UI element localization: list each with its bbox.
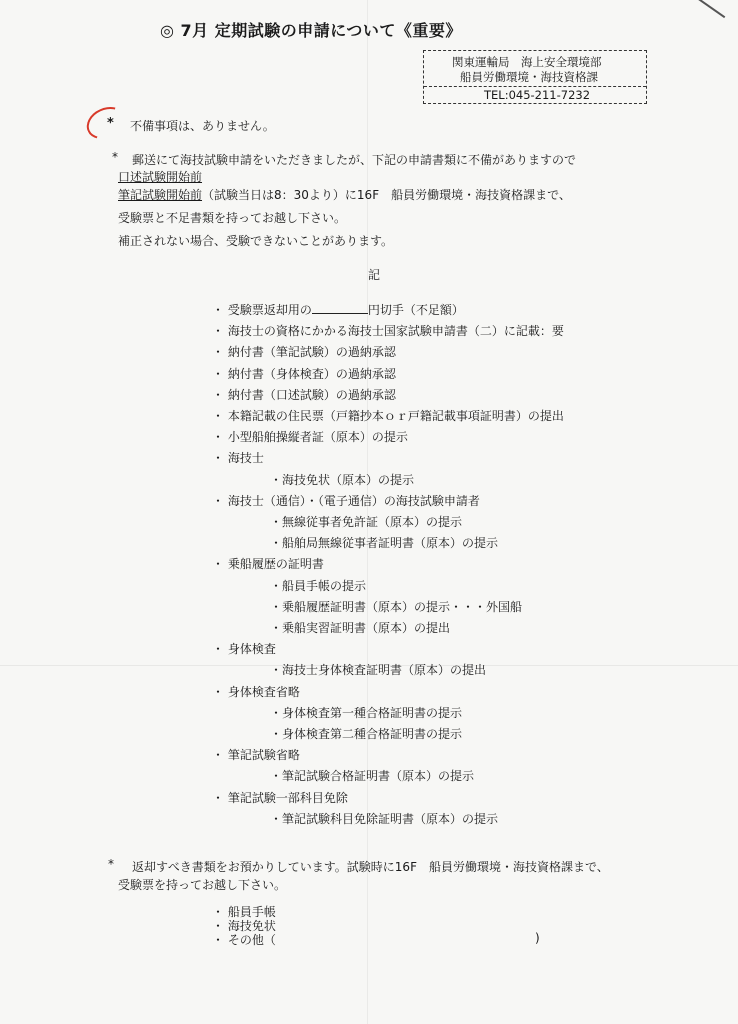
list-item	[212, 449, 264, 466]
notice-3-line-1: 返却すべき書類をお預かりしています。試験時に16F 船員労働環境・海技資格課まで、	[132, 860, 609, 874]
list-item-text: ・無線従事者免許証（原本）の提示	[270, 515, 463, 529]
scratch-mark	[695, 0, 726, 18]
sub-list-item	[270, 598, 522, 615]
page-title: ◎ 7月 定期試験の申請について《重要》	[160, 21, 462, 40]
sub-list-item	[270, 577, 366, 594]
ki-heading: 記	[368, 268, 381, 282]
list-item-text: ・筆記試験科目免除証明書（原本）の提示	[270, 812, 499, 826]
return-item-3: ・ その他（	[212, 933, 276, 947]
list-item-text: ・船舶局無線従事者証明書（原本）の提示	[270, 536, 499, 550]
office-tel: TEL:045-211-7232	[484, 88, 591, 102]
sub-list-item	[270, 725, 462, 742]
return-item-1: ・ 船員手帳	[212, 905, 276, 919]
list-item-text: ・ 受験票返却用の	[212, 303, 312, 317]
notice-3-line-2: 受験票を持ってお越し下さい。	[118, 878, 287, 892]
sub-list-item	[270, 810, 498, 827]
notice-3-mark: *	[108, 857, 114, 871]
office-line-1: 関東運輸局 海上安全環境部	[452, 55, 602, 69]
list-item-text: ・身体検査第一種合格証明書の提示	[270, 706, 463, 720]
sub-list-item	[270, 767, 474, 784]
list-item-text: ・ 筆記試験省略	[212, 748, 300, 762]
notice-2-line-4: 受験票と不足書類を持ってお越し下さい。	[118, 211, 347, 225]
list-item	[212, 492, 480, 509]
notice-2-mark: *	[112, 150, 118, 164]
list-item	[212, 343, 396, 360]
list-item-text: ・ 納付書（身体検査）の過納承認	[212, 367, 396, 381]
list-item	[212, 683, 300, 700]
list-item	[212, 555, 324, 572]
sub-list-item	[270, 513, 462, 530]
list-item	[212, 746, 300, 763]
office-info-box	[423, 50, 647, 104]
list-item-text: ・身体検査第二種合格証明書の提示	[270, 727, 463, 741]
sub-list-item	[270, 704, 462, 721]
fill-in-blank	[312, 302, 368, 314]
sub-list-item	[270, 534, 498, 551]
list-item-text: ・船員手帳の提示	[270, 579, 367, 593]
notice-2-line-3	[118, 186, 571, 203]
list-item	[212, 365, 396, 382]
list-item-suffix: 円切手（不足額）	[367, 303, 464, 317]
office-divider	[424, 86, 646, 87]
sub-list-item	[270, 661, 486, 678]
notice-2-line-1: 郵送にて海技試験申請をいただきましたが、下記の申請書類に不備がありますので	[132, 153, 577, 167]
list-item-text: ・乗船実習証明書（原本）の提出	[270, 621, 451, 635]
notice-2-line-3-rest: （試験当日は8：30より）に16F 船員労働環境・海技資格課まで、	[202, 188, 571, 202]
list-item-text: ・ 納付書（口述試験）の過納承認	[212, 388, 396, 402]
list-item-text: ・ 海技士（通信）・（電子通信）の海技試験申請者	[212, 494, 480, 508]
list-item-text: ・ 海技士	[212, 451, 264, 465]
notice-2-line-2: 口述試験開始前	[118, 170, 203, 184]
list-item	[212, 789, 348, 806]
sub-list-item	[270, 619, 450, 636]
list-item-text: ・乗船履歴証明書（原本）の提示・・・外国船	[270, 600, 523, 614]
office-line-2: 船員労働環境・海技資格課	[460, 70, 598, 84]
list-item-text: ・ 身体検査省略	[212, 685, 300, 699]
list-item-text: ・ 小型船舶操縦者証（原本）の提示	[212, 430, 408, 444]
notice-1-text: 不備事項は、ありません。	[130, 119, 275, 133]
list-item-text: ・ 筆記試験一部科目免除	[212, 791, 348, 805]
return-item-2: ・ 海技免状	[212, 919, 276, 933]
list-item-text: ・海技士身体検査証明書（原本）の提出	[270, 663, 487, 677]
notice-1-mark: *	[107, 116, 114, 131]
list-item	[212, 428, 408, 445]
list-item	[212, 322, 564, 339]
handwritten-circle-mark	[82, 101, 131, 145]
list-item-text: ・ 乗船履歴の証明書	[212, 557, 324, 571]
return-item-close-paren: )	[535, 931, 540, 945]
list-item	[212, 301, 464, 318]
list-item-text: ・ 海技士の資格にかかる海技士国家試験申請書（二）に記載：要	[212, 324, 564, 338]
list-item	[212, 407, 564, 424]
list-item-text: ・海技免状（原本）の提示	[270, 473, 415, 487]
list-item-text: ・ 本籍記載の住民票（戸籍抄本ｏｒ戸籍記載事項証明書）の提出	[212, 409, 564, 423]
sub-list-item	[270, 471, 414, 488]
list-item-text: ・ 納付書（筆記試験）の過納承認	[212, 345, 396, 359]
list-item	[212, 640, 276, 657]
notice-2-line-5: 補正されない場合、受験できないことがあります。	[118, 234, 394, 248]
list-item-text: ・筆記試験合格証明書（原本）の提示	[270, 769, 475, 783]
list-item	[212, 386, 396, 403]
list-item-text: ・ 身体検査	[212, 642, 276, 656]
notice-2-line-3-underlined: 筆記試験開始前	[118, 188, 203, 202]
